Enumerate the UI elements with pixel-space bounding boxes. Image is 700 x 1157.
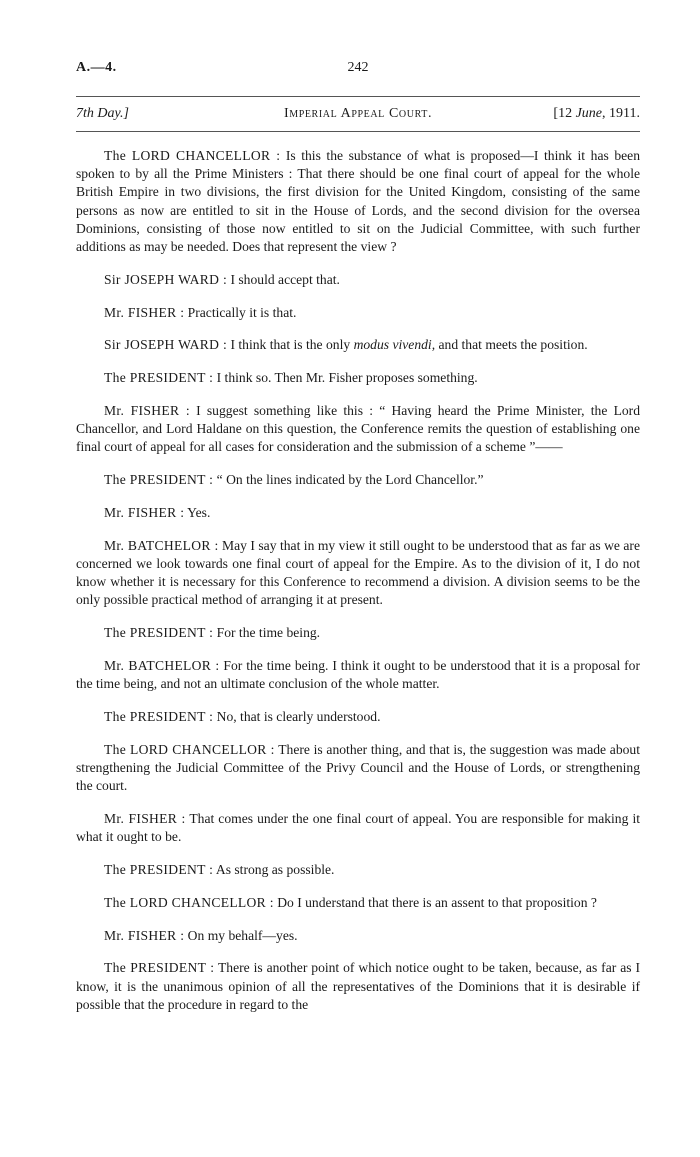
speech-paragraph bbox=[76, 147, 640, 256]
running-head bbox=[76, 106, 640, 126]
speech-paragraph bbox=[76, 861, 640, 879]
page-number: 242 bbox=[347, 60, 369, 75]
speaker-name: Mr. FISHER : bbox=[104, 304, 185, 320]
header-rule-bottom bbox=[76, 131, 640, 132]
speaker-name: Mr. BATCHELOR : bbox=[104, 658, 220, 673]
speech-paragraph bbox=[76, 271, 640, 289]
conference-day: 7th Day.] bbox=[76, 106, 129, 121]
speech-text: Do I understand that there is an assent to that proposition ? bbox=[273, 894, 597, 910]
date-open: [12 bbox=[553, 106, 576, 121]
speech-paragraph bbox=[76, 304, 640, 322]
page-header bbox=[76, 60, 640, 80]
speech-paragraph bbox=[76, 336, 640, 354]
speaker-name: Mr. BATCHELOR : bbox=[104, 537, 219, 553]
speaker-name: The PRESIDENT : bbox=[104, 960, 215, 976]
speech-paragraph bbox=[76, 537, 640, 610]
speaker-name: Mr. FISHER : bbox=[104, 811, 186, 826]
date-month: June bbox=[575, 106, 603, 121]
speech-paragraph bbox=[76, 402, 640, 457]
speaker-name: The PRESIDENT : bbox=[104, 862, 214, 877]
speaker-name: The PRESIDENT : bbox=[104, 370, 214, 386]
speech-text: “ On the lines indicated by the Lord Chancellor.” bbox=[213, 472, 484, 488]
document-reference: A.—4. bbox=[76, 60, 117, 75]
speaker-name: The LORD CHANCELLOR : bbox=[104, 148, 281, 163]
speaker-name: The PRESIDENT : bbox=[104, 625, 214, 641]
speech-emphasis: modus vivendi, bbox=[353, 337, 436, 353]
speech-text: I should accept that. bbox=[227, 271, 340, 287]
speech-text: I think that is the only bbox=[227, 337, 354, 353]
speech-text: No, that is clearly understood. bbox=[213, 709, 381, 724]
speech-paragraph bbox=[76, 741, 640, 796]
speech-paragraph bbox=[76, 894, 640, 912]
speaker-name: Sir JOSEPH WARD : bbox=[104, 337, 228, 353]
speech-paragraph bbox=[76, 624, 640, 642]
speech-text: Yes. bbox=[184, 505, 211, 520]
speaker-name: The PRESIDENT : bbox=[104, 709, 214, 724]
speech-paragraph bbox=[76, 708, 640, 726]
speech-text: On my behalf—yes. bbox=[184, 927, 298, 943]
speech-paragraph bbox=[76, 504, 640, 522]
date-close: , 1911. bbox=[602, 106, 640, 121]
speaker-name: The LORD CHANCELLOR : bbox=[104, 894, 274, 910]
speaker-name: Mr. FISHER : bbox=[104, 505, 185, 520]
speech-text: As strong as possible. bbox=[213, 862, 335, 877]
section-title: Imperial Appeal Court. bbox=[283, 106, 433, 121]
speaker-name: Mr. FISHER : bbox=[104, 403, 190, 418]
session-date bbox=[553, 106, 640, 122]
speech-text: Is this the substance of what is proposed—I think it has been spoken to by all the Prime Ministers : That there should be one final court of appeal for the whole British Empire in two divisions, the first division for the United Kingdom, consisting of the same persons as now are entitled to sit in the House of Lords, and the second division for the oversea Dominions, consisting of those now entitled to sit on the Judicial Committee, with such further additions as may be needed. Does that represent the view ? bbox=[76, 148, 640, 255]
speech-paragraph bbox=[76, 959, 640, 1014]
speech-text: There is another point of which notice ought to be taken, because, as far as I know, it is the unanimous opinion of all the representatives of the Dominions that it is desirable if possible that the procedure in regard to the bbox=[76, 960, 640, 1012]
speech-text: That comes under the one final court of appeal. You are responsible for making it what it ought to be. bbox=[76, 811, 640, 845]
speaker-name: The LORD CHANCELLOR : bbox=[104, 741, 275, 757]
speech-text: For the time being. I think it ought to be understood that it is a proposal for the time being, and not an ultimate conclusion of the whole matter. bbox=[76, 658, 640, 692]
speech-text: I think so. Then Mr. Fisher proposes something. bbox=[213, 370, 478, 386]
header-rule-top bbox=[76, 96, 640, 97]
speech-text: There is another thing, and that is, the suggestion was made about strengthening the Judicial Committee of the Privy Council and the House of Lords, or strengthening the court. bbox=[76, 741, 640, 794]
speaker-name: Sir JOSEPH WARD : bbox=[104, 271, 228, 287]
speech-paragraph bbox=[76, 927, 640, 945]
speech-text: Practically it is that. bbox=[184, 304, 297, 320]
speaker-name: Mr. FISHER : bbox=[104, 927, 185, 943]
speech-paragraph bbox=[76, 369, 640, 387]
speaker-name: The PRESIDENT : bbox=[104, 472, 214, 488]
speech-paragraph bbox=[76, 810, 640, 846]
speech-text: For the time being. bbox=[213, 625, 321, 641]
speech-text: May I say that in my view it still ought to be understood that as far as we are concerned we look towards one final court of appeal for the Empire. As to the division of it, I do not know whether it is necessary for this Conference to recommend a division. A division seems to be the only possible practical method of arranging it at present. bbox=[76, 537, 640, 608]
transcript-body bbox=[76, 147, 640, 1029]
speech-paragraph bbox=[76, 657, 640, 693]
speech-text: and that meets the position. bbox=[435, 337, 588, 353]
speech-paragraph bbox=[76, 471, 640, 489]
speech-text: I suggest something like this : “ Having heard the Prime Minister, the Lord Chancellor, and Lord Haldane on this question, the Conference remits the question of establishing one final court of appeal for all cases for consideration and the submission of a scheme ”—— bbox=[76, 403, 640, 455]
